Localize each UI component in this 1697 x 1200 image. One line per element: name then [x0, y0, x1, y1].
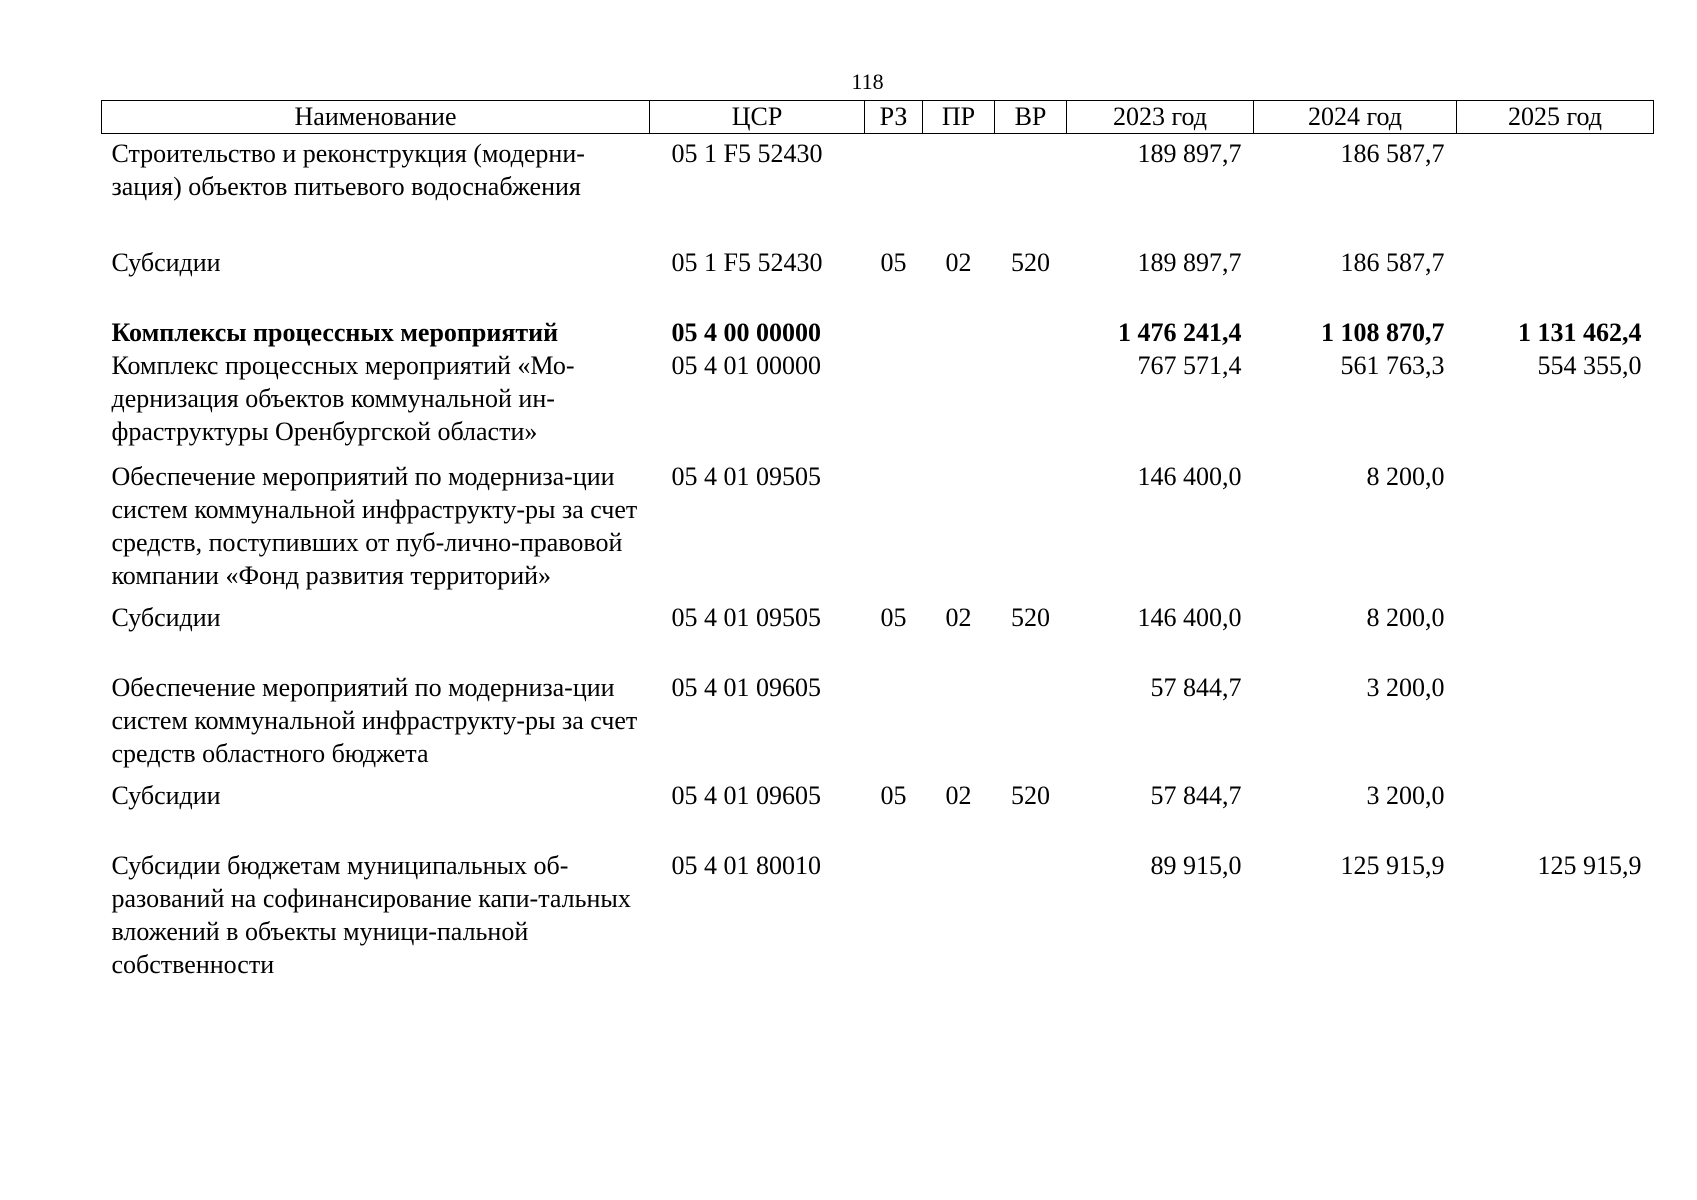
header-pr: ПР	[923, 101, 995, 134]
page-number: 118	[851, 69, 884, 94]
row-pr: 02	[945, 248, 972, 277]
row-csr: 05 4 01 00000	[671, 351, 821, 380]
row-name: Субсидии	[111, 781, 221, 810]
row-name: Субсидии	[111, 603, 221, 632]
row-vr	[995, 460, 1067, 601]
table-row	[102, 601, 1654, 671]
row-pr	[923, 460, 995, 601]
row-pr	[923, 849, 995, 981]
header-vr: ВР	[995, 101, 1067, 134]
row-name: Комплекс процессных мероприятий «Мо-дернизация объектов коммунальной ин-фраструктуры Оренбургской области»	[111, 351, 575, 446]
table-row	[102, 779, 1654, 849]
header-rz: РЗ	[865, 101, 923, 134]
row-2023: 767 571,4	[1137, 351, 1242, 380]
row-pr: 02	[945, 603, 972, 632]
table-row	[102, 246, 1654, 316]
row-2023: 189 897,7	[1137, 139, 1242, 168]
table-row	[102, 316, 1654, 349]
row-rz: 05	[880, 781, 907, 810]
row-name: Обеспечение мероприятий по модерниза-ции систем коммунальной инфраструкту-ры за счет средств областного бюджета	[111, 673, 638, 768]
row-2024: 561 763,3	[1340, 351, 1445, 380]
row-rz	[865, 849, 923, 981]
row-name: Субсидии	[111, 248, 221, 277]
row-pr	[923, 134, 995, 247]
row-2025: 125 915,9	[1537, 851, 1642, 880]
row-csr: 05 4 01 09505	[671, 462, 821, 491]
row-pr: 02	[945, 781, 972, 810]
row-vr	[995, 316, 1067, 349]
row-csr: 05 4 01 09605	[671, 781, 821, 810]
header-csr: ЦСР	[650, 101, 865, 134]
row-2024: 3 200,0	[1366, 673, 1445, 702]
table-header-row	[102, 101, 1654, 134]
row-2024: 186 587,7	[1340, 139, 1445, 168]
row-csr: 05 4 01 09505	[671, 603, 821, 632]
row-pr	[923, 349, 995, 460]
row-2024: 186 587,7	[1340, 248, 1445, 277]
row-rz: 05	[880, 603, 907, 632]
row-2025	[1457, 601, 1654, 671]
row-vr: 520	[1011, 248, 1050, 277]
row-csr: 05 4 01 80010	[671, 851, 821, 880]
header-2025: 2025 год	[1457, 101, 1654, 134]
row-vr: 520	[1011, 781, 1050, 810]
row-name: Комплексы процессных мероприятий	[111, 318, 559, 347]
row-vr	[995, 349, 1067, 460]
row-2025	[1457, 671, 1654, 779]
row-2023: 1 476 241,4	[1118, 318, 1242, 347]
row-2023: 57 844,7	[1150, 781, 1242, 810]
row-rz	[865, 316, 923, 349]
row-vr: 520	[1011, 603, 1050, 632]
row-pr	[923, 316, 995, 349]
row-name: Строительство и реконструкция (модерни-зация) объектов питьевого водоснабжения	[111, 139, 585, 201]
row-rz	[865, 134, 923, 247]
row-2024: 8 200,0	[1366, 462, 1445, 491]
table-row	[102, 671, 1654, 779]
row-rz: 05	[880, 248, 907, 277]
row-2025: 1 131 462,4	[1518, 318, 1642, 347]
row-2023: 146 400,0	[1137, 462, 1242, 491]
row-csr: 05 1 F5 52430	[671, 139, 823, 168]
row-2025	[1457, 779, 1654, 849]
row-2024: 1 108 870,7	[1321, 318, 1445, 347]
header-2023: 2023 год	[1067, 101, 1254, 134]
table-row	[102, 349, 1654, 460]
row-vr	[995, 671, 1067, 779]
header-2024: 2024 год	[1254, 101, 1457, 134]
row-2024: 8 200,0	[1366, 603, 1445, 632]
table-row	[102, 134, 1654, 247]
row-2025	[1457, 246, 1654, 316]
row-rz	[865, 349, 923, 460]
row-2023: 146 400,0	[1137, 603, 1242, 632]
row-name: Субсидии бюджетам муниципальных об-разований на софинансирование капи-тальных вложений в объекты муници-пальной собственности	[111, 851, 631, 979]
row-2023: 57 844,7	[1150, 673, 1242, 702]
row-rz	[865, 460, 923, 601]
row-2023: 89 915,0	[1150, 851, 1242, 880]
table-row	[102, 460, 1654, 601]
row-pr	[923, 671, 995, 779]
row-2025	[1457, 134, 1654, 247]
row-rz	[865, 671, 923, 779]
row-2025	[1457, 460, 1654, 601]
row-2024: 125 915,9	[1340, 851, 1445, 880]
budget-table	[101, 100, 1654, 981]
row-csr: 05 4 00 00000	[671, 318, 821, 347]
row-vr	[995, 134, 1067, 247]
row-2025: 554 355,0	[1537, 351, 1642, 380]
row-csr: 05 1 F5 52430	[671, 248, 823, 277]
row-2023: 189 897,7	[1137, 248, 1242, 277]
row-name: Обеспечение мероприятий по модерниза-ции систем коммунальной инфраструкту-ры за счет средств, поступивших от пуб-лично-правовой компании «Фонд развития территорий»	[111, 462, 638, 590]
table-row	[102, 849, 1654, 981]
header-name: Наименование	[102, 101, 650, 134]
row-csr: 05 4 01 09605	[671, 673, 821, 702]
row-2024: 3 200,0	[1366, 781, 1445, 810]
row-vr	[995, 849, 1067, 981]
